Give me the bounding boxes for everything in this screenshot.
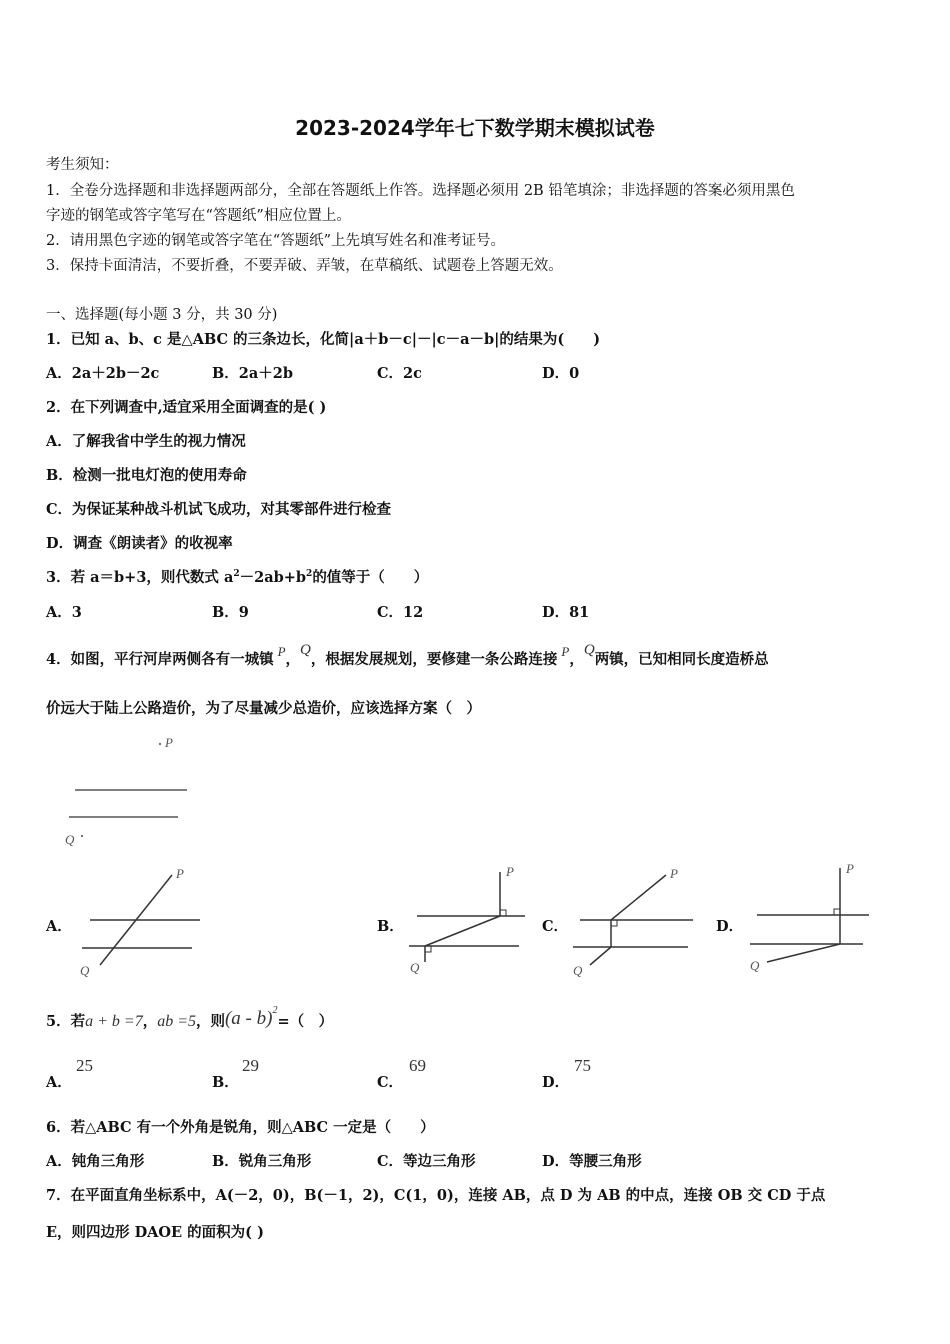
page-title: 2023-2024学年七下数学期末模拟试卷 — [295, 116, 655, 140]
label-q: Q — [573, 963, 583, 978]
label-q: Q — [410, 960, 420, 975]
q4-stem-line2: 价远大于陆上公路造价，为了尽量减少总造价，应该选择方案（ ） — [46, 700, 481, 717]
q4-option-c: C． — [542, 918, 569, 935]
bridge — [425, 916, 500, 946]
section-heading: 一、选择题(每小题 3 分，共 30 分) — [46, 307, 278, 323]
q2-option-a: A．了解我省中学生的视力情况 — [46, 433, 246, 450]
q2-stem: 2．在下列调查中,适宜采用全面调查的是( ) — [46, 399, 327, 416]
notice-item-1: 1．全卷分选择题和非选择题两部分，全部在答题纸上作答。选择题必须用 2B 铅笔填涂；非选择题的答案必须用黑色 — [46, 183, 795, 199]
town-q-point — [81, 835, 83, 837]
notice-item-2: 2．请用黑色字迹的钢笔或答字笔在“答题纸”上先填写姓名和准考证号。 — [46, 233, 506, 249]
road-q — [590, 947, 611, 965]
label-p: P — [165, 735, 173, 750]
label-p: P — [670, 866, 678, 881]
q5-option-b: B． — [212, 1074, 239, 1091]
q5-value-c: 69 — [409, 1056, 426, 1075]
label-p: P — [176, 866, 184, 881]
q5-stem-a: 5．若 — [46, 1013, 86, 1030]
road-p — [611, 875, 666, 920]
q4-stem-a: 4．如图，平行河岸两侧各有一城镇 — [46, 651, 274, 668]
q3-sup-2: 2 — [306, 569, 313, 580]
q3-sup-1: 2 — [233, 569, 240, 580]
q4-option-c-figure — [568, 865, 698, 980]
q5-expr-exp: 2 — [272, 1005, 278, 1016]
q4-stem-c: 两镇，已知相同长度造桥总 — [594, 651, 769, 668]
right-angle-mark — [611, 920, 617, 926]
town-p-point — [159, 743, 161, 745]
q5-value-b: 29 — [242, 1056, 259, 1075]
label-q: Q — [750, 958, 760, 973]
q2-option-b: B．检测一批电灯泡的使用寿命 — [46, 467, 247, 484]
q2-option-c: C．为保证某种战斗机试飞成功，对其零部件进行检查 — [46, 501, 392, 518]
label-q: Q — [65, 832, 75, 847]
notice-item-3: 3．保持卡面清洁，不要折叠，不要弄破、弄皱，在草稿纸、试题卷上答题无效。 — [46, 258, 563, 274]
q4-town-p: P — [277, 644, 286, 659]
q5-value-d: 75 — [574, 1056, 591, 1075]
q3-stem-c: 的值等于（ ） — [312, 569, 429, 586]
q3-option-c: C．12 — [377, 604, 424, 621]
q3-option-d: D．81 — [542, 604, 590, 621]
q4-river-figure — [55, 730, 215, 855]
right-angle-mark — [500, 910, 506, 916]
label-p: P — [506, 864, 514, 879]
q4-town-q: Q — [300, 642, 311, 658]
q6-option-d: D．等腰三角形 — [542, 1153, 642, 1170]
q5-value-a: 25 — [76, 1056, 93, 1075]
q3-option-b: B．9 — [212, 604, 249, 621]
q6-option-a: A．钝角三角形 — [46, 1153, 145, 1170]
q4-option-d-figure — [745, 860, 875, 980]
q4-option-b: B． — [377, 918, 404, 935]
q6-option-b: B．锐角三角形 — [212, 1153, 312, 1170]
q5-option-c: C． — [377, 1074, 404, 1091]
q1-option-d: D．0 — [542, 365, 580, 382]
q1-option-b: B．2a＋2b — [212, 365, 293, 382]
q4-town-p-2: P — [561, 644, 570, 659]
q4-option-d: D． — [716, 918, 744, 935]
q4-stem-b: ，根据发展规划，要修建一条公路连接 — [310, 651, 558, 668]
q6-stem: 6．若△ABC 有一个外角是锐角，则△ABC 一定是（ ） — [46, 1119, 435, 1136]
q4-stem: 4．如图，平行河岸两侧各有一城镇 P，Q，根据发展规划，要修建一条公路连接 P，Q两镇，已知相同长度造桥总 — [46, 642, 769, 668]
right-angle-mark-2 — [425, 946, 431, 952]
q5-option-d: D． — [542, 1074, 570, 1091]
right-angle-mark — [834, 909, 840, 915]
q1-stem: 1．已知 a、b、c 是△ABC 的三条边长，化简|a＋b－c|－|c－a－b|的结果为( ) — [46, 331, 601, 348]
q1-option-a: A．2a＋2b－2c — [46, 365, 160, 382]
label-q: Q — [80, 963, 90, 978]
q1-option-c: C．2c — [377, 365, 422, 382]
q7-stem-line2: E，则四边形 DAOE 的面积为( ) — [46, 1224, 264, 1241]
q3-stem — [46, 566, 428, 587]
q5-option-a: A． — [46, 1074, 72, 1091]
q5-expr-product: ab =5 — [157, 1013, 196, 1030]
q3-stem-a: 3．若 a＝b+3，则代数式 a — [46, 569, 234, 586]
q4-option-a: A． — [46, 918, 72, 935]
q6-option-c: C．等边三角形 — [377, 1153, 476, 1170]
q7-stem-line1: 7．在平面直角坐标系中，A(－2，0)，B(－1，2)，C(1，0)，连接 AB，点 D 为 AB 的中点，连接 OB 交 CD 于点 — [46, 1187, 826, 1204]
q3-option-a: A．3 — [46, 604, 82, 621]
q5-stem: 5．若a + b =7，ab =5，则(a - b)$^2$=（ ） — [46, 1005, 334, 1030]
q4-town-q-2: Q — [583, 642, 595, 658]
q5-expr-diff: (a - b) — [224, 1008, 273, 1029]
notice-heading: 考生须知： — [46, 157, 119, 173]
q2-option-d: D．调查《朗读者》的收视率 — [46, 535, 233, 552]
q5-expr-sum: a + b =7 — [85, 1013, 143, 1030]
road-q — [767, 944, 840, 962]
notice-item-1-cont: 字迹的钢笔或答字笔写在“答题纸”相应位置上。 — [46, 208, 351, 224]
q3-stem-b: －2ab+b — [239, 569, 307, 586]
q4-option-b-figure — [405, 862, 530, 982]
label-p: P — [846, 861, 854, 876]
q4-option-a-figure — [78, 865, 203, 980]
